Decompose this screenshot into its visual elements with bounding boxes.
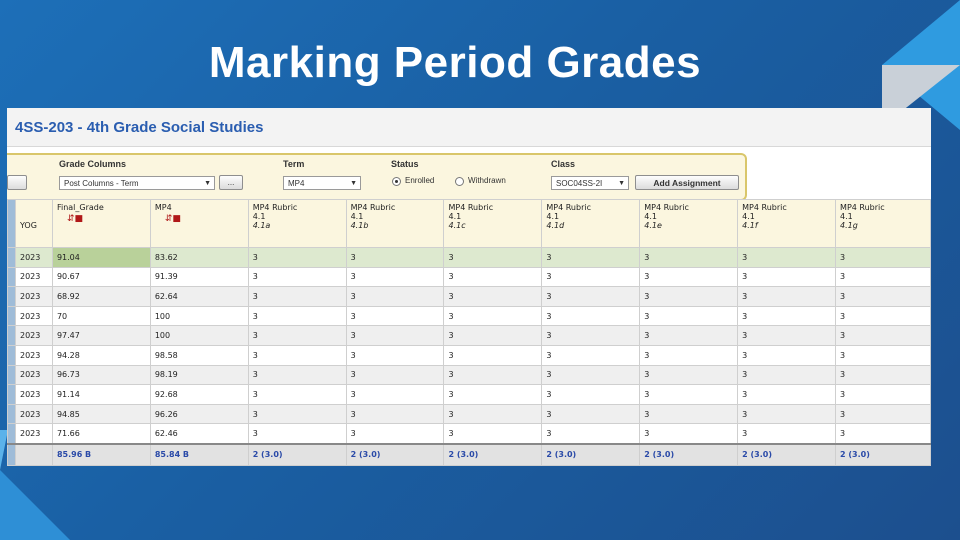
grade-cell[interactable]: 3 — [542, 424, 640, 444]
table-row[interactable] — [8, 385, 931, 405]
row-selector[interactable] — [8, 287, 16, 307]
column-header[interactable] — [15, 200, 52, 248]
grade-cell[interactable]: 3 — [640, 306, 738, 326]
grade-cell[interactable]: 62.64 — [150, 287, 248, 307]
row-selector[interactable] — [8, 365, 16, 385]
course-title: 4SS-203 - 4th Grade Social Studies — [15, 118, 264, 136]
grade-columns-select[interactable]: Post Columns - Term ▼ — [59, 176, 215, 190]
table-body — [8, 248, 931, 444]
grade-cell[interactable]: 3 — [738, 385, 836, 405]
column-header[interactable] — [248, 200, 346, 248]
column-standard: 4.1 — [742, 212, 755, 221]
yog-cell: 2023 — [15, 385, 52, 405]
summary-cell: 2 (3.0) — [248, 444, 346, 466]
column-header[interactable] — [738, 200, 836, 248]
class-label: Class — [551, 159, 576, 169]
yog-cell: 2023 — [15, 248, 52, 268]
grade-columns-more-button[interactable]: ... — [219, 175, 243, 190]
grade-cell[interactable]: 3 — [542, 404, 640, 424]
grade-cell[interactable]: 3 — [738, 267, 836, 287]
grade-cell[interactable]: 96.26 — [150, 404, 248, 424]
grade-cell[interactable]: 3 — [444, 345, 542, 365]
summary-row — [8, 444, 931, 466]
sort-icon[interactable]: ⇵■ — [66, 214, 83, 224]
grade-cell[interactable]: 3 — [836, 365, 931, 385]
table-row[interactable] — [8, 365, 931, 385]
column-substandard: 4.1d — [546, 221, 565, 230]
grade-cell[interactable]: 71.66 — [52, 424, 150, 444]
grade-cell[interactable]: 3 — [346, 365, 444, 385]
grade-cell[interactable]: 3 — [738, 248, 836, 268]
summary-cell: 2 (3.0) — [738, 444, 836, 466]
column-substandard: 4.1a — [252, 221, 271, 230]
column-title: MP4 Rubric — [350, 203, 396, 212]
status-withdrawn-label: Withdrawn — [468, 176, 506, 185]
grade-cell[interactable]: 96.73 — [52, 365, 150, 385]
column-title: MP4 — [154, 203, 172, 212]
summary-cell: 2 (3.0) — [444, 444, 542, 466]
grade-cell[interactable]: 3 — [248, 287, 346, 307]
grade-cell[interactable]: 3 — [346, 424, 444, 444]
filter-panel — [7, 153, 747, 201]
column-header[interactable] — [836, 200, 931, 248]
panel-left-button[interactable] — [7, 175, 27, 190]
grade-columns-label: Grade Columns — [59, 159, 127, 169]
column-header[interactable] — [150, 200, 248, 248]
grade-cell[interactable]: 3 — [640, 345, 738, 365]
chevron-down-icon: ▼ — [618, 180, 625, 187]
grade-cell[interactable]: 3 — [444, 287, 542, 307]
column-title: MP4 Rubric — [840, 203, 885, 212]
gradebook-screenshot — [7, 108, 931, 460]
grade-cell[interactable]: 3 — [738, 345, 836, 365]
grade-cell[interactable]: 3 — [738, 424, 836, 444]
grade-cell[interactable]: 3 — [542, 385, 640, 405]
grade-cell[interactable]: 62.46 — [150, 424, 248, 444]
grades-table — [7, 199, 931, 466]
grade-cell[interactable]: 3 — [738, 287, 836, 307]
grade-cell[interactable]: 3 — [346, 306, 444, 326]
grade-cell[interactable]: 3 — [346, 404, 444, 424]
yog-cell: 2023 — [15, 404, 52, 424]
grade-cell[interactable]: 3 — [542, 326, 640, 346]
table-row[interactable] — [8, 248, 931, 268]
column-standard: 4.1 — [252, 212, 266, 221]
row-selector[interactable] — [8, 424, 16, 444]
summary-cell: 2 (3.0) — [346, 444, 444, 466]
grade-cell[interactable]: 100 — [150, 306, 248, 326]
grade-cell[interactable]: 68.92 — [52, 287, 150, 307]
add-assignment-button[interactable]: Add Assignment — [635, 175, 739, 190]
grade-cell[interactable]: 3 — [248, 424, 346, 444]
grade-cell[interactable]: 3 — [248, 248, 346, 268]
grade-cell[interactable]: 3 — [248, 326, 346, 346]
grade-cell[interactable]: 91.39 — [150, 267, 248, 287]
grade-cell[interactable]: 3 — [738, 306, 836, 326]
grade-cell[interactable]: 3 — [738, 404, 836, 424]
grade-cell[interactable]: 3 — [836, 404, 931, 424]
row-selector[interactable] — [8, 248, 16, 268]
term-select[interactable]: MP4 ▼ — [283, 176, 361, 190]
grade-cell[interactable]: 3 — [444, 404, 542, 424]
grade-cell[interactable]: 3 — [542, 287, 640, 307]
column-substandard: 4.1b — [350, 221, 369, 230]
grade-cell[interactable]: 83.62 — [150, 248, 248, 268]
status-label: Status — [391, 159, 419, 169]
grade-cell[interactable]: 100 — [150, 326, 248, 346]
column-header[interactable] — [346, 200, 444, 248]
grade-cell[interactable]: 3 — [542, 345, 640, 365]
grade-cell[interactable]: 3 — [836, 306, 931, 326]
yog-cell: 2023 — [15, 345, 52, 365]
yog-cell: 2023 — [15, 267, 52, 287]
grade-cell[interactable]: 3 — [640, 267, 738, 287]
grade-cell[interactable]: 3 — [444, 424, 542, 444]
grade-cell[interactable]: 3 — [836, 326, 931, 346]
row-selector-header — [8, 200, 16, 248]
grade-cell[interactable]: 3 — [640, 424, 738, 444]
summary-cell: 85.84 B — [150, 444, 248, 466]
grade-cell[interactable]: 90.67 — [52, 267, 150, 287]
grade-cell[interactable]: 3 — [836, 248, 931, 268]
summary-cell — [15, 444, 52, 466]
column-header[interactable] — [444, 200, 542, 248]
yog-cell: 2023 — [15, 424, 52, 444]
row-selector[interactable] — [8, 345, 16, 365]
slide-title: Marking Period Grades — [208, 38, 702, 87]
grade-cell[interactable]: 3 — [248, 306, 346, 326]
table-row[interactable] — [8, 306, 931, 326]
grade-cell[interactable]: 94.28 — [52, 345, 150, 365]
column-standard: 4.1 — [644, 212, 657, 221]
summary-cell: 2 (3.0) — [836, 444, 931, 466]
grade-cell[interactable]: 3 — [640, 365, 738, 385]
grade-cell[interactable]: 3 — [542, 365, 640, 385]
table-row[interactable] — [8, 424, 931, 444]
grade-cell[interactable]: 3 — [640, 326, 738, 346]
grade-cell[interactable]: 3 — [640, 248, 738, 268]
chevron-down-icon: ▼ — [350, 180, 357, 187]
term-label: Term — [283, 159, 305, 169]
class-select[interactable]: SOC04SS-2I ▼ — [551, 176, 629, 190]
grade-cell[interactable]: 97.47 — [52, 326, 150, 346]
column-substandard: 4.1g — [840, 221, 858, 230]
column-title: MP4 Rubric — [742, 203, 787, 212]
grade-cell[interactable]: 3 — [248, 345, 346, 365]
grade-cell[interactable]: 3 — [346, 267, 444, 287]
row-selector[interactable] — [8, 267, 16, 287]
grade-cell[interactable]: 3 — [836, 424, 931, 444]
grade-cell[interactable]: 3 — [640, 385, 738, 405]
grade-cell[interactable]: 3 — [640, 287, 738, 307]
column-header[interactable] — [52, 200, 150, 248]
row-selector[interactable] — [8, 404, 16, 424]
table-footer — [8, 444, 931, 466]
grade-cell[interactable]: 3 — [346, 345, 444, 365]
status-enrolled-radio[interactable] — [392, 177, 401, 186]
grade-cell[interactable]: 3 — [836, 267, 931, 287]
row-selector — [8, 444, 16, 466]
sort-icon[interactable]: ⇵■ — [164, 214, 181, 224]
grade-cell[interactable]: 91.04 — [52, 248, 150, 268]
column-header[interactable] — [640, 200, 738, 248]
column-standard: 4.1 — [546, 212, 560, 221]
grade-cell[interactable]: 98.58 — [150, 345, 248, 365]
column-standard: 4.1 — [350, 212, 364, 221]
column-standard: 4.1 — [840, 212, 853, 221]
table-row[interactable] — [8, 404, 931, 424]
yog-cell: 2023 — [15, 287, 52, 307]
table-row[interactable] — [8, 326, 931, 346]
column-title: YOG — [19, 220, 37, 230]
row-selector[interactable] — [8, 326, 16, 346]
grade-cell[interactable]: 3 — [738, 365, 836, 385]
grade-cell[interactable]: 3 — [444, 365, 542, 385]
grade-cell[interactable]: 3 — [836, 385, 931, 405]
table-row[interactable] — [8, 345, 931, 365]
grade-cell[interactable]: 3 — [444, 306, 542, 326]
grade-cell[interactable]: 3 — [248, 267, 346, 287]
grade-cell[interactable]: 3 — [542, 248, 640, 268]
column-substandard: 4.1f — [742, 221, 758, 230]
grade-cell[interactable]: 94.85 — [52, 404, 150, 424]
grade-cell[interactable]: 3 — [444, 326, 542, 346]
summary-cell: 85.96 B — [52, 444, 150, 466]
column-header[interactable] — [542, 200, 640, 248]
grade-cell[interactable]: 3 — [542, 306, 640, 326]
summary-cell: 2 (3.0) — [640, 444, 738, 466]
grade-cell[interactable]: 3 — [444, 385, 542, 405]
grade-cell[interactable]: 98.19 — [150, 365, 248, 385]
row-selector[interactable] — [8, 385, 16, 405]
grade-cell[interactable]: 92.68 — [150, 385, 248, 405]
grade-cell[interactable]: 3 — [346, 326, 444, 346]
grade-cell[interactable]: 3 — [836, 345, 931, 365]
yog-cell: 2023 — [15, 306, 52, 326]
grade-cell[interactable]: 3 — [542, 267, 640, 287]
yog-cell: 2023 — [15, 326, 52, 346]
status-withdrawn-radio[interactable] — [455, 177, 464, 186]
corner-triangle-bottom-left — [0, 470, 70, 540]
header-row — [8, 200, 931, 248]
column-title: MP4 Rubric — [252, 203, 298, 212]
status-enrolled-label: Enrolled — [405, 176, 435, 185]
grade-cell[interactable]: 3 — [248, 365, 346, 385]
table-row[interactable] — [8, 267, 931, 287]
summary-cell: 2 (3.0) — [542, 444, 640, 466]
column-title: MP4 Rubric — [546, 203, 591, 212]
grade-cell[interactable]: 3 — [640, 404, 738, 424]
column-standard: 4.1 — [448, 212, 462, 221]
chevron-down-icon: ▼ — [204, 180, 211, 187]
grade-cell[interactable]: 91.14 — [52, 385, 150, 405]
column-title: MP4 Rubric — [448, 203, 494, 212]
column-title: Final_Grade — [56, 203, 104, 212]
table-row[interactable] — [8, 287, 931, 307]
grade-cell[interactable]: 3 — [738, 326, 836, 346]
yog-cell: 2023 — [15, 365, 52, 385]
table-header — [8, 200, 931, 248]
column-title: MP4 Rubric — [644, 203, 689, 212]
column-substandard: 4.1c — [448, 221, 466, 230]
course-header — [7, 108, 931, 147]
row-selector[interactable] — [8, 306, 16, 326]
grade-cell[interactable]: 3 — [248, 385, 346, 405]
grade-cell[interactable]: 3 — [346, 287, 444, 307]
grade-cell[interactable]: 3 — [836, 287, 931, 307]
grade-cell[interactable]: 70 — [52, 306, 150, 326]
grade-cell[interactable]: 3 — [346, 248, 444, 268]
grade-cell[interactable]: 3 — [248, 404, 346, 424]
grade-cell[interactable]: 3 — [346, 385, 444, 405]
grade-cell[interactable]: 3 — [444, 248, 542, 268]
column-substandard: 4.1e — [644, 221, 662, 230]
grade-cell[interactable]: 3 — [444, 267, 542, 287]
